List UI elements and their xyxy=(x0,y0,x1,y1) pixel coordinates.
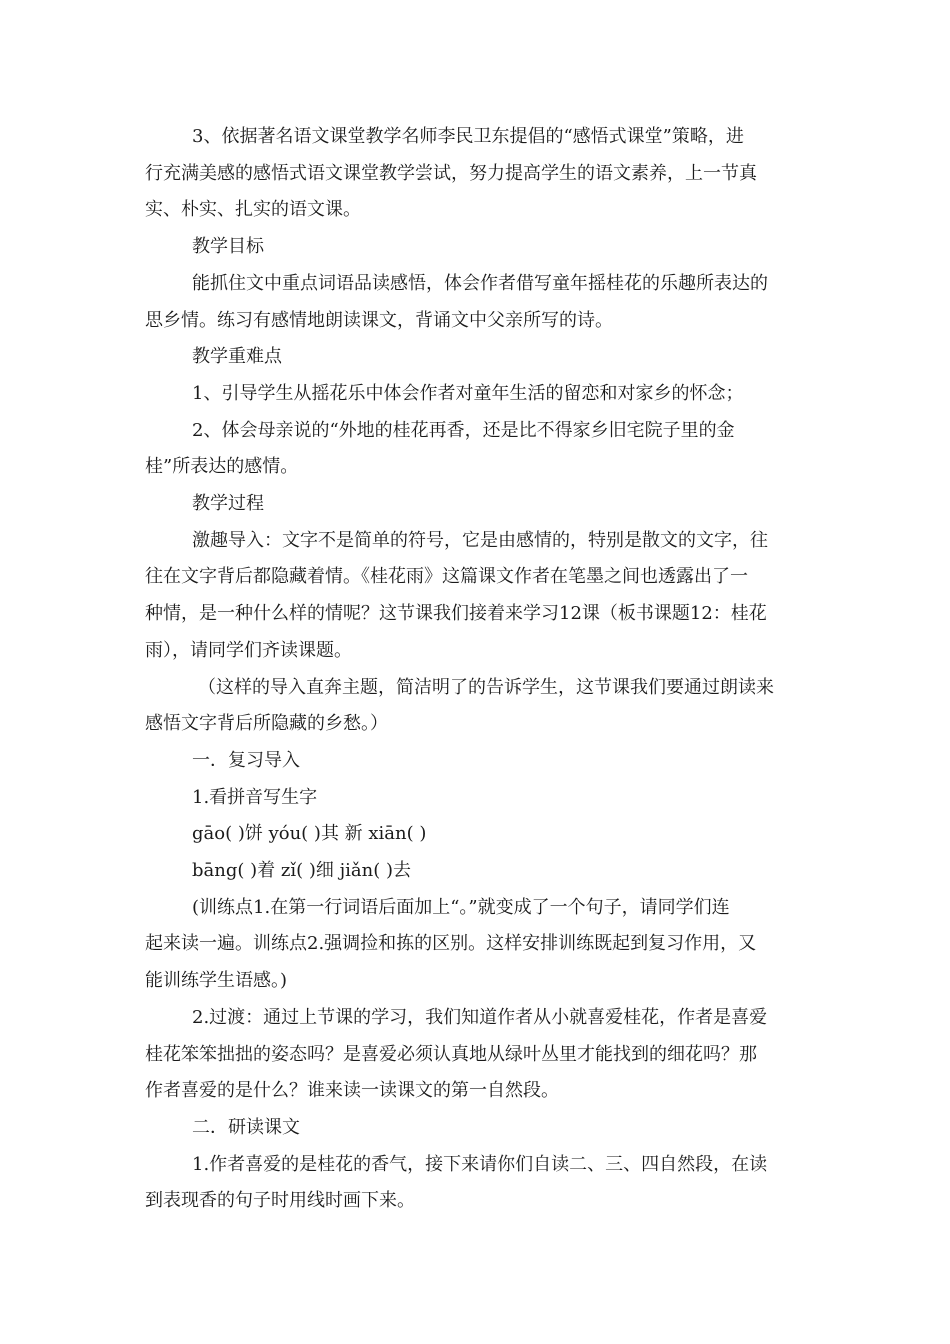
paragraph-line: 桂花笨笨拙拙的姿态吗？是喜爱必须认真地从绿叶丛里才能找到的细花吗？那 xyxy=(145,1043,757,1065)
section-heading-key-points: 教学重难点 xyxy=(192,346,282,368)
paragraph-line: 激趣导入：文字不是简单的符号，它是由感情的，特别是散文的文字，往 xyxy=(192,529,768,551)
paragraph-line: （这样的导入直奔主题，简洁明了的告诉学生，这节课我们要通过朗读来 xyxy=(198,676,774,698)
paragraph-line: 桂”所表达的感情。 xyxy=(145,456,299,478)
paragraph-line: 思乡情。练习有感情地朗读课文，背诵文中父亲所写的诗。 xyxy=(145,309,613,331)
paragraph-line: (训练点1.在第一行词语后面加上“。”就变成了一个句子，请同学们连 xyxy=(192,896,730,918)
paragraph-line: 种情，是一种什么样的情呢？这节课我们接着来学习12课（板书课题12：桂花 xyxy=(145,603,767,625)
paragraph-line: 1.作者喜爱的是桂花的香气，接下来请你们自读二、三、四自然段，在读 xyxy=(192,1153,768,1175)
paragraph-line: 行充满美感的感悟式语文课堂教学尝试，努力提高学生的语文素养，上一节真 xyxy=(145,162,757,184)
paragraph-line: 起来读一遍。训练点2.强调捡和拣的区别。这样安排训练既起到复习作用，又 xyxy=(145,933,757,955)
paragraph-line: 能训练学生语感。) xyxy=(145,970,288,992)
section-heading-study: 二．研读课文 xyxy=(192,1116,300,1138)
pinyin-line: gāo( )饼 yóu( )其 新 xiān( ) xyxy=(192,823,427,845)
paragraph-line: 2、体会母亲说的“外地的桂花再香，还是比不得家乡旧宅院子里的金 xyxy=(192,419,735,441)
paragraph-line: 2.过渡：通过上节课的学习，我们知道作者从小就喜爱桂花，作者是喜爱 xyxy=(192,1006,768,1028)
paragraph-line: 到表现香的句子时用线时画下来。 xyxy=(145,1190,415,1212)
paragraph-line: 1、引导学生从摇花乐中体会作者对童年生活的留恋和对家乡的怀念； xyxy=(192,382,744,404)
pinyin-line: bāng( )着 zǐ( )细 jiǎn( )去 xyxy=(192,860,412,882)
paragraph-line: 3、依据著名语文课堂教学名师李民卫东提倡的“感悟式课堂”策略，进 xyxy=(192,126,744,147)
section-heading-process: 教学过程 xyxy=(192,493,264,515)
section-heading-objectives: 教学目标 xyxy=(192,236,264,258)
paragraph-line: 作者喜爱的是什么？谁来读一读课文的第一自然段。 xyxy=(145,1080,559,1102)
paragraph-line: 感悟文字背后所隐藏的乡愁。） xyxy=(145,713,388,735)
paragraph-line: 实、朴实、扎实的语文课。 xyxy=(145,199,361,221)
paragraph-line: 往在文字背后都隐藏着情。《桂花雨》这篇课文作者在笔墨之间也透露出了一 xyxy=(145,566,748,588)
section-heading-review: 一．复习导入 xyxy=(192,749,300,771)
paragraph-line: 能抓住文中重点词语品读感悟，体会作者借写童年摇桂花的乐趣所表达的 xyxy=(192,272,768,294)
paragraph-line: 雨），请同学们齐读课题。 xyxy=(145,639,352,661)
paragraph-line: 1.看拼音写生字 xyxy=(192,786,318,808)
